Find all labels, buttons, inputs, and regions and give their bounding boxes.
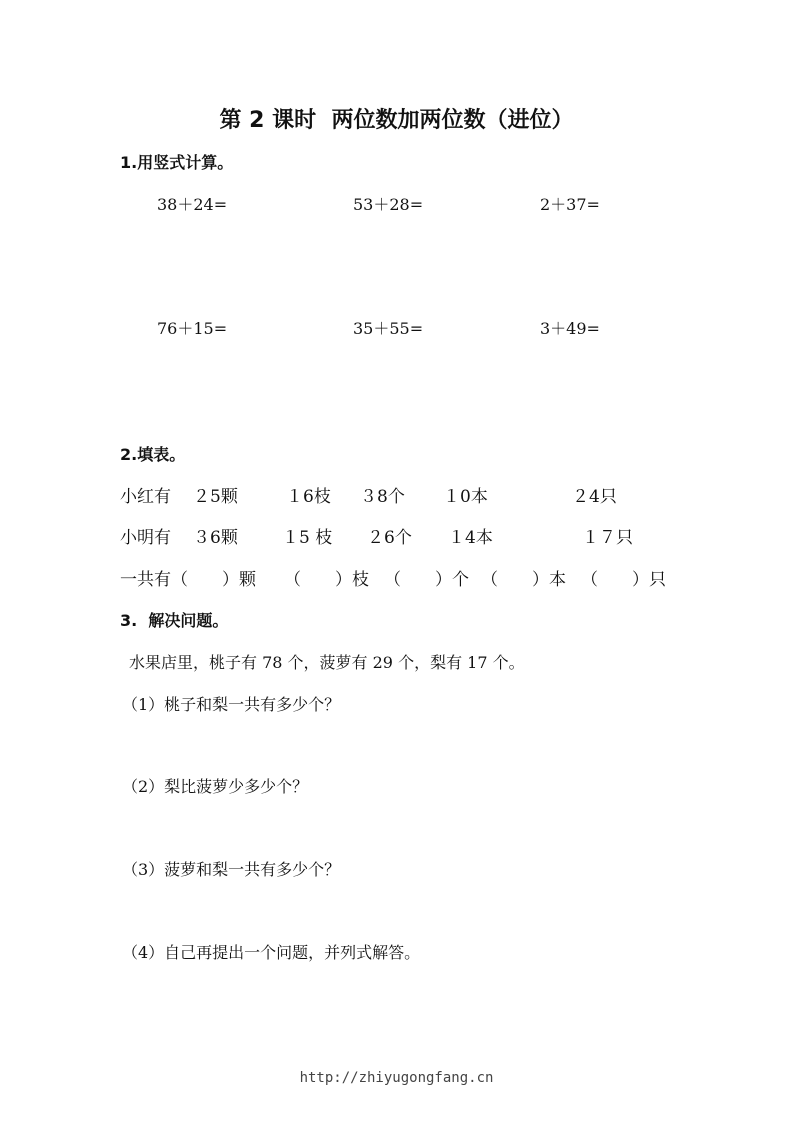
table-cell: （ ）枝 [284, 570, 369, 590]
question-4: （4）自己再提出一个问题，并列式解答。 [122, 943, 421, 962]
table-cell: （ ）只 [581, 570, 666, 590]
table-cell: １5 枝 [282, 528, 333, 548]
section-3-heading: 3. 解决问题。 [120, 611, 229, 630]
table-cell: ２5颗 [193, 487, 238, 507]
problem-3: 2＋37= [540, 195, 600, 214]
problem-4: 76＋15= [157, 319, 228, 338]
table-cell: ２6个 [367, 528, 412, 548]
problem-intro: 水果店里，桃子有 78 个，菠萝有 29 个，梨有 17 个。 [129, 653, 525, 672]
question-1: （1）桃子和梨一共有多少个？ [122, 695, 341, 714]
row-label: 小明有 [120, 528, 171, 548]
question-3: （3）菠萝和梨一共有多少个？ [122, 860, 341, 879]
table-cell: （ ）个 [384, 570, 469, 590]
question-2: （2）梨比菠萝少多少个？ [122, 777, 309, 796]
section-1-heading: 1.用竖式计算。 [120, 153, 234, 172]
table-cell: ３8个 [360, 487, 405, 507]
table-cell: １4本 [448, 528, 493, 548]
table-cell: （ ）本 [481, 570, 566, 590]
table-cell: １７只 [582, 528, 633, 548]
footer-url: http://zhiyugongfang.cn [299, 1070, 494, 1086]
problem-5: 35＋55= [353, 319, 424, 338]
problem-1: 38＋24= [157, 195, 228, 214]
problem-6: 3＋49= [540, 319, 600, 338]
table-cell: １6枝 [286, 487, 331, 507]
table-cell: ２4只 [572, 487, 617, 507]
table-cell: ３6颗 [193, 528, 238, 548]
section-2-heading: 2.填表。 [120, 445, 186, 464]
row-label: 一共有（ ）颗 [120, 570, 256, 590]
table-cell: １0本 [443, 487, 488, 507]
page-title: 第 2 课时 两位数加两位数（进位） [219, 108, 574, 133]
problem-2: 53＋28= [353, 195, 424, 214]
row-label: 小红有 [120, 487, 171, 507]
